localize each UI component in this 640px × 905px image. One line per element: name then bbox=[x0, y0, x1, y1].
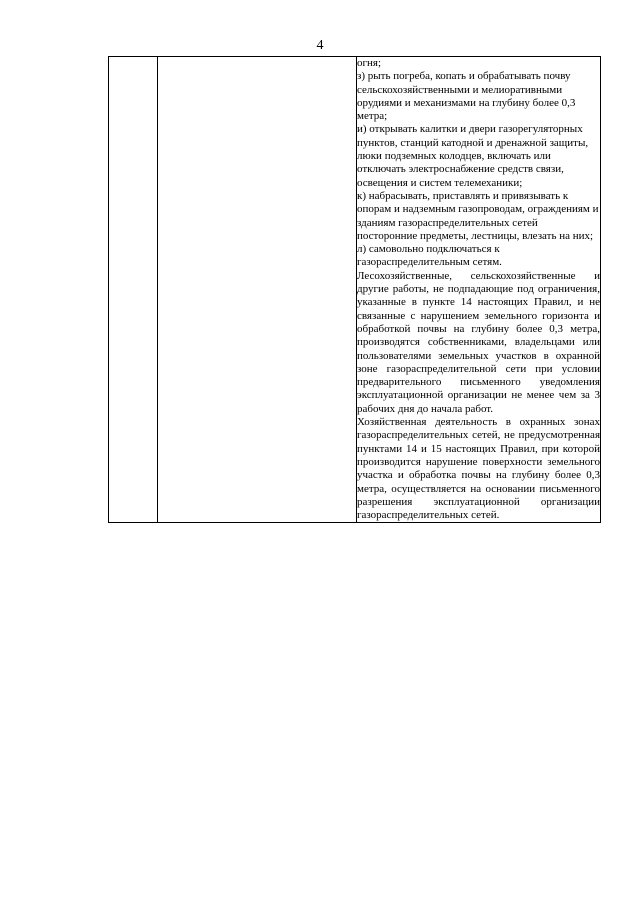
paragraph-item-i: и) открывать калитки и двери газорегуляторных пунктов, станций катодной и дренажной защиты, люки подземных колодцев, включать или отключать электроснабжение средств связи, освещения и систем телемеханики; bbox=[357, 123, 589, 189]
table-cell-number bbox=[109, 57, 158, 523]
document-table bbox=[108, 56, 601, 523]
paragraph-item-l: л) самовольно подключаться к газораспределительным сетям. bbox=[357, 243, 502, 269]
table-row bbox=[109, 57, 601, 523]
page-number: 4 bbox=[316, 38, 324, 53]
table-cell-text bbox=[357, 57, 601, 523]
paragraph-economic-activity: Хозяйственная деятельность в охранных зонах газораспределительных сетей, не предусмотренная пунктами 14 и 15 настоящих Правил, при которой производится нарушение поверхности земельного участка и обработка почвы на глубину более 0,3 метра, осуществляется на основании письменного разрешения эксплуатационной организации газораспределительных сетей. bbox=[357, 416, 600, 522]
paragraph-item-k: к) набрасывать, приставлять и привязывать к опорам и надземным газопроводам, ограждениям и зданиям газораспределительных сетей посторонние предметы, лестницы, влезать на них; bbox=[357, 189, 599, 242]
paragraph-item-z: з) рыть погреба, копать и обрабатывать почву сельскохозяйственными и мелиоративными орудиями и механизмами на глубину более 0,3 метра; bbox=[357, 70, 576, 123]
paragraph-forestry-works: Лесохозяйственные, сельскохозяйственные и другие работы, не подпадающие под ограничения, указанные в пункте 14 настоящих Правил, и не связанные с нарушением земельного горизонта и обработкой почвы на глубину более 0,3 метра, производятся собственниками, владельцами или пользователями земельных участков в охранной зоне газораспределительной сети при условии предварительного письменного уведомления эксплуатационной организации не менее чем за 3 рабочих дня до начала работ. bbox=[357, 269, 600, 415]
paragraph-continuation: огня; bbox=[357, 57, 382, 69]
table-cell-subject bbox=[158, 57, 357, 523]
